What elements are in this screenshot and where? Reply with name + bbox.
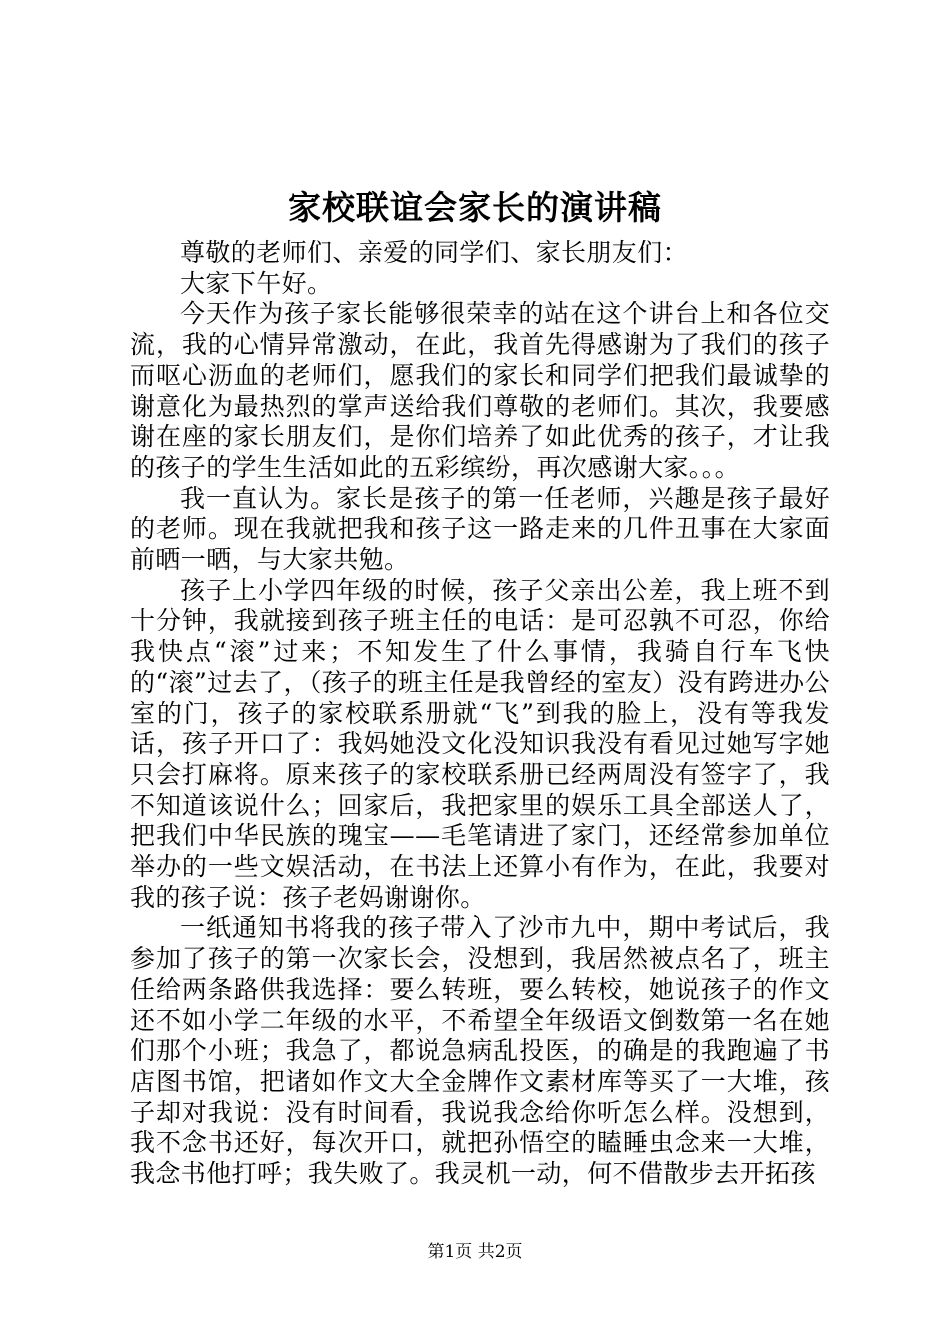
paragraph-greeting: 大家下午好。 — [180, 268, 333, 298]
paragraph-middle-school-story: 一纸通知书将我的孩子带入了沙市九中，期中考试后，我参加了孩子的第一次家长会，没想到，我居然被点名了，班主任给两条路供我选择：要么转班，要么转校，她说孩子的作文还不如小学二年级的水平，不希望全年级语文倒数第一名在她们那个小班；我急了，都说急病乱投医，的确是的我跑遍了书店图书馆，把诸如作文大全金牌作文素材库等买了一大堆，孩子却对我说：没有时间看，我说我念给你听怎么样。没想到，我不念书还好，每次开口，就把孙悟空的瞌睡虫念来一大堆，我念书他打呼；我失败了。我灵机一动，何不借散步去开拓孩 — [130, 913, 830, 1189]
document-body — [130, 238, 830, 1190]
document-title: 家校联谊会家长的演讲稿 — [288, 188, 662, 227]
page-number-footer: 第1页 共2页 — [427, 1242, 523, 1262]
paragraph-first-teacher: 我一直认为。家长是孩子的第一任老师，兴趣是孩子最好的老师。现在我就把我和孩子这一路走来的几件丑事在大家面前晒一晒，与大家共勉。 — [130, 483, 830, 575]
paragraph-fourth-grade-story: 孩子上小学四年级的时候，孩子父亲出公差，我上班不到十分钟，我就接到孩子班主任的电话：是可忍孰不可忍，你给我快点“滚”过来；不知发生了什么事情，我骑自行车飞快的“滚”过去了，（孩子的班主任是我曾经的室友）没有跨进办公室的门，孩子的家校联系册就“飞”到我的脸上，没有等我发话，孩子开口了：我妈她没文化没知识我没有看见过她写字她只会打麻将。原来孩子的家校联系册已经两周没有签字了，我不知道该说什么；回家后，我把家里的娱乐工具全部送人了，把我们中华民族的瑰宝——毛笔请进了家门，还经常参加单位举办的一些文娱活动，在书法上还算小有作为，在此，我要对我的孩子说：孩子老妈谢谢你。 — [130, 575, 830, 912]
paragraph-thanks: 今天作为孩子家长能够很荣幸的站在这个讲台上和各位交流，我的心情异常激动，在此，我首先得感谢为了我们的孩子而呕心沥血的老师们，愿我们的家长和同学们把我们最诚挚的谢意化为最热烈的掌声送给我们尊敬的老师们。其次，我要感谢在座的家长朋友们，是你们培养了如此优秀的孩子，才让我的孩子的学生生活如此的五彩缤纷，再次感谢大家。。。 — [130, 299, 830, 482]
paragraph-salutation: 尊敬的老师们、亲爱的同学们、家长朋友们： — [180, 238, 689, 267]
